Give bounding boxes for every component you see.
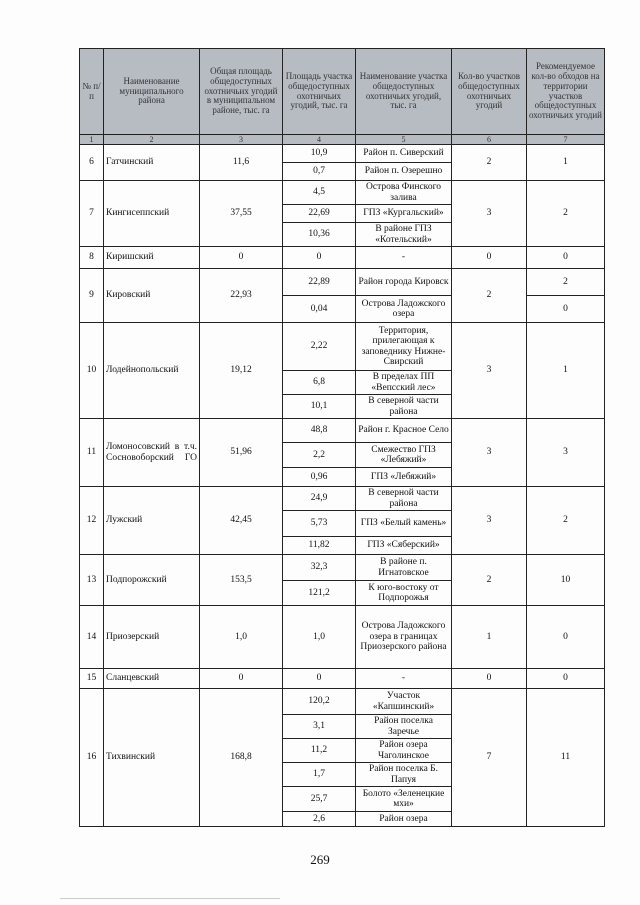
site-name: ГПЗ «Лебяжий» bbox=[356, 468, 452, 487]
district-total-area: 168,8 bbox=[200, 689, 283, 827]
district-number: 15 bbox=[80, 669, 104, 689]
table-row bbox=[80, 181, 605, 205]
header-num: № п/п bbox=[80, 49, 104, 135]
site-area: 0 bbox=[283, 669, 356, 689]
header-visits: Рекомендуемое кол-во обходов на территории участков общедоступных охотничьих угодий bbox=[527, 49, 605, 135]
district-name: Кингисеппский bbox=[104, 181, 200, 247]
site-name: Район п. Сиверский bbox=[356, 145, 452, 163]
column-number: 1 bbox=[80, 135, 104, 145]
district-total-area: 37,55 bbox=[200, 181, 283, 247]
site-area: 2,2 bbox=[283, 443, 356, 468]
table-row bbox=[80, 145, 605, 163]
district-total-area: 153,5 bbox=[200, 555, 283, 606]
visit-count: 2 bbox=[527, 487, 605, 555]
site-area: 10,9 bbox=[283, 145, 356, 163]
district-number: 14 bbox=[80, 606, 104, 669]
district-number: 12 bbox=[80, 487, 104, 555]
site-area: 10,36 bbox=[283, 223, 356, 247]
site-count: 0 bbox=[452, 247, 527, 269]
site-count: 3 bbox=[452, 419, 527, 487]
site-area: 2,22 bbox=[283, 323, 356, 371]
district-name: Лужский bbox=[104, 487, 200, 555]
site-name: - bbox=[356, 247, 452, 269]
district-name: Киришский bbox=[104, 247, 200, 269]
site-area: 0 bbox=[283, 247, 356, 269]
column-number: 7 bbox=[527, 135, 605, 145]
site-name: Острова Ладожского озера в границах Приозерского района bbox=[356, 606, 452, 669]
site-count: 0 bbox=[452, 669, 527, 689]
site-name: Болото «Зеленецкие мхи» bbox=[356, 787, 452, 812]
site-name: Смежество ГПЗ «Лебяжий» bbox=[356, 443, 452, 468]
site-area: 24,9 bbox=[283, 487, 356, 511]
visit-count: 1 bbox=[527, 145, 605, 181]
district-total-area: 0 bbox=[200, 247, 283, 269]
district-total-area: 11,6 bbox=[200, 145, 283, 181]
site-name: Острова Ладожского озера bbox=[356, 296, 452, 323]
site-area: 22,69 bbox=[283, 205, 356, 223]
site-count: 3 bbox=[452, 323, 527, 419]
district-name: Подпорожский bbox=[104, 555, 200, 606]
column-number: 4 bbox=[283, 135, 356, 145]
site-area: 121,2 bbox=[283, 581, 356, 606]
site-name: К юго-востоку от Подпорожья bbox=[356, 581, 452, 606]
site-name: В северной части района bbox=[356, 395, 452, 419]
site-name: Участок «Капшинский» bbox=[356, 689, 452, 715]
site-name: Район озера Чаголинское bbox=[356, 739, 452, 763]
visit-count: 1 bbox=[527, 323, 605, 419]
district-number: 9 bbox=[80, 269, 104, 323]
table-row bbox=[80, 487, 605, 511]
site-name: ГПЗ «Сяберский» bbox=[356, 537, 452, 555]
district-number: 13 bbox=[80, 555, 104, 606]
site-name: Район города Кировск bbox=[356, 269, 452, 296]
site-name: Район п. Озерешно bbox=[356, 163, 452, 181]
site-name: Острова Финского залива bbox=[356, 181, 452, 205]
district-name: Ломоносовский в т.ч. Сосновоборский ГО bbox=[104, 419, 200, 487]
visit-count: 0 bbox=[527, 669, 605, 689]
district-name: Сланцевский bbox=[104, 669, 200, 689]
site-area: 5,73 bbox=[283, 511, 356, 537]
site-area: 1,0 bbox=[283, 606, 356, 669]
site-name: Район г. Красное Село bbox=[356, 419, 452, 443]
site-area: 0,7 bbox=[283, 163, 356, 181]
page-number: 269 bbox=[310, 852, 330, 867]
district-number: 6 bbox=[80, 145, 104, 181]
site-count: 1 bbox=[452, 606, 527, 669]
district-total-area: 1,0 bbox=[200, 606, 283, 669]
table-row bbox=[80, 606, 605, 669]
site-count: 7 bbox=[452, 689, 527, 827]
site-area: 32,3 bbox=[283, 555, 356, 581]
header-site-count: Кол-во участков общедоступных охотничьих угодий bbox=[452, 49, 527, 135]
site-name: ГПЗ «Кургальский» bbox=[356, 205, 452, 223]
site-name: Район озера bbox=[356, 812, 452, 827]
site-area: 11,82 bbox=[283, 537, 356, 555]
table-row bbox=[80, 247, 605, 269]
district-name: Тихвинский bbox=[104, 689, 200, 827]
table-row bbox=[80, 689, 605, 715]
visit-count: 2 bbox=[527, 181, 605, 247]
header-total-area: Общая площадь общедоступных охотничьих угодий в муниципальном районе, тыс. га bbox=[200, 49, 283, 135]
site-name: В районе ГПЗ «Котельский» bbox=[356, 223, 452, 247]
site-area: 6,8 bbox=[283, 371, 356, 395]
visit-count: 2 bbox=[527, 269, 605, 296]
district-total-area: 19,12 bbox=[200, 323, 283, 419]
visit-count: 11 bbox=[527, 689, 605, 827]
site-area: 2,6 bbox=[283, 812, 356, 827]
site-area: 0,04 bbox=[283, 296, 356, 323]
header-site-name: Наименование участка общедоступных охотничьих угодий, тыс. га bbox=[356, 49, 452, 135]
visit-count: 10 bbox=[527, 555, 605, 606]
district-number: 7 bbox=[80, 181, 104, 247]
site-count: 2 bbox=[452, 555, 527, 606]
district-name: Гатчинский bbox=[104, 145, 200, 181]
column-number: 5 bbox=[356, 135, 452, 145]
table-row bbox=[80, 419, 605, 443]
site-name: В пределах ПП «Вепсский лес» bbox=[356, 371, 452, 395]
site-area: 10,1 bbox=[283, 395, 356, 419]
site-name: Район поселка Заречье bbox=[356, 715, 452, 739]
header-site-area: Площадь участка общедоступных охотничьих угодий, тыс. га bbox=[283, 49, 356, 135]
district-number: 8 bbox=[80, 247, 104, 269]
site-area: 4,5 bbox=[283, 181, 356, 205]
site-name: В северной части района bbox=[356, 487, 452, 511]
header-district: Наименование муниципального района bbox=[104, 49, 200, 135]
column-number: 6 bbox=[452, 135, 527, 145]
district-name: Лодейнопольский bbox=[104, 323, 200, 419]
site-name: Территория, прилегающая к заповеднику Нижне-Свирский bbox=[356, 323, 452, 371]
table-row bbox=[80, 269, 605, 296]
district-total-area: 51,96 bbox=[200, 419, 283, 487]
column-number: 2 bbox=[104, 135, 200, 145]
site-area: 0,96 bbox=[283, 468, 356, 487]
district-total-area: 0 bbox=[200, 669, 283, 689]
hunting-grounds-table bbox=[79, 48, 605, 827]
site-name: В районе п. Игнатовское bbox=[356, 555, 452, 581]
visit-count: 0 bbox=[527, 296, 605, 323]
visit-count: 3 bbox=[527, 419, 605, 487]
site-area: 11,2 bbox=[283, 739, 356, 763]
district-total-area: 42,45 bbox=[200, 487, 283, 555]
column-number: 3 bbox=[200, 135, 283, 145]
district-number: 16 bbox=[80, 689, 104, 827]
column-number-row bbox=[80, 135, 605, 145]
table-row bbox=[80, 555, 605, 581]
site-name: Район поселка Б. Папуя bbox=[356, 763, 452, 787]
site-area: 3,1 bbox=[283, 715, 356, 739]
table-row bbox=[80, 669, 605, 689]
site-area: 120,2 bbox=[283, 689, 356, 715]
district-number: 10 bbox=[80, 323, 104, 419]
district-name: Приозерский bbox=[104, 606, 200, 669]
site-count: 3 bbox=[452, 487, 527, 555]
district-total-area: 22,93 bbox=[200, 269, 283, 323]
site-count: 2 bbox=[452, 145, 527, 181]
site-area: 22,89 bbox=[283, 269, 356, 296]
site-area: 1,7 bbox=[283, 763, 356, 787]
visit-count: 0 bbox=[527, 247, 605, 269]
site-count: 3 bbox=[452, 181, 527, 247]
scan-artifact-line bbox=[60, 898, 280, 899]
table-row bbox=[80, 323, 605, 371]
site-count: 2 bbox=[452, 269, 527, 323]
site-name: - bbox=[356, 669, 452, 689]
visit-count: 0 bbox=[527, 606, 605, 669]
site-area: 48,8 bbox=[283, 419, 356, 443]
site-name: ГПЗ «Белый камень» bbox=[356, 511, 452, 537]
district-number: 11 bbox=[80, 419, 104, 487]
district-name: Кировский bbox=[104, 269, 200, 323]
header-row bbox=[80, 49, 605, 135]
site-area: 25,7 bbox=[283, 787, 356, 812]
